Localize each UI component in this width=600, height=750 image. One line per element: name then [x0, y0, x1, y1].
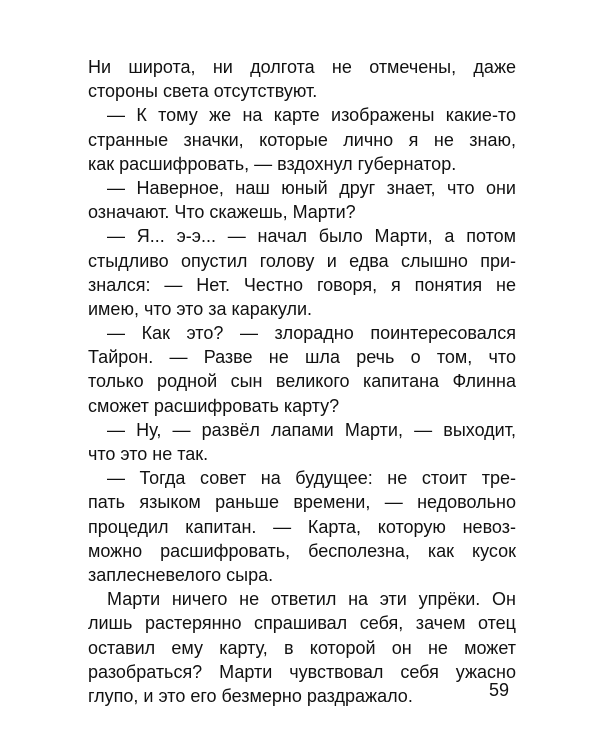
text-line: можно расшифровать, бесполезна, как кусок	[88, 540, 516, 561]
text-line: знался: — Нет. Честно говоря, я понятия не	[88, 274, 516, 295]
text-line: что это не так.	[88, 444, 209, 464]
text-line: — Ну, — развёл лапами Марти, — выходит,	[107, 419, 516, 440]
text-line: Ни широта, ни долгота не отмечены, даже	[88, 57, 516, 77]
text-line: означают. Что скажешь, Марти?	[88, 202, 356, 223]
page-number: 59	[489, 680, 510, 700]
text-line: оставил ему карту, в которой он не может	[88, 637, 516, 658]
text-line: процедил капитан. — Карта, которую невоз-	[88, 516, 516, 537]
text-line: глупо, и это его безмерно раздражало.	[88, 685, 413, 706]
text-line: странные значки, которые лично я не знаю,	[88, 129, 516, 150]
text-line: — Я... э-э... — начал было Марти, а потом	[107, 226, 516, 247]
text-line: — К тому же на карте изображены какие-то	[107, 105, 516, 126]
text-line: — Наверное, наш юный друг знает, что они	[107, 177, 516, 198]
text-line: сможет расшифровать карту?	[88, 395, 340, 416]
text-line: имею, что это за каракули.	[88, 298, 313, 319]
text-line: пать языком раньше времени, — недовольно	[88, 492, 516, 513]
text-line: только родной сын великого капитана Флинна	[88, 371, 516, 392]
text-line: — Тогда совет на будущее: не стоит тре-	[107, 468, 516, 489]
text-line: — Как это? — злорадно поинтересовался	[107, 323, 516, 344]
text-line: лишь растерянно спрашивал себя, зачем отец	[88, 613, 516, 634]
text-line: стыдливо опустил голову и едва слышно при-	[88, 250, 516, 271]
text-line: Марти ничего не ответил на эти упрёки. Он	[107, 589, 516, 610]
page-text-block	[88, 55, 516, 708]
text-line: Тайрон. — Разве не шла речь о том, что	[88, 347, 516, 368]
text-line: как расшифровать, — вздохнул губернатор.	[88, 153, 457, 174]
text-line: разобраться? Марти чувствовал себя ужасно	[88, 661, 516, 682]
text-line: заплесневелого сыра.	[88, 564, 274, 585]
text-line: стороны света отсутствуют.	[88, 81, 318, 102]
